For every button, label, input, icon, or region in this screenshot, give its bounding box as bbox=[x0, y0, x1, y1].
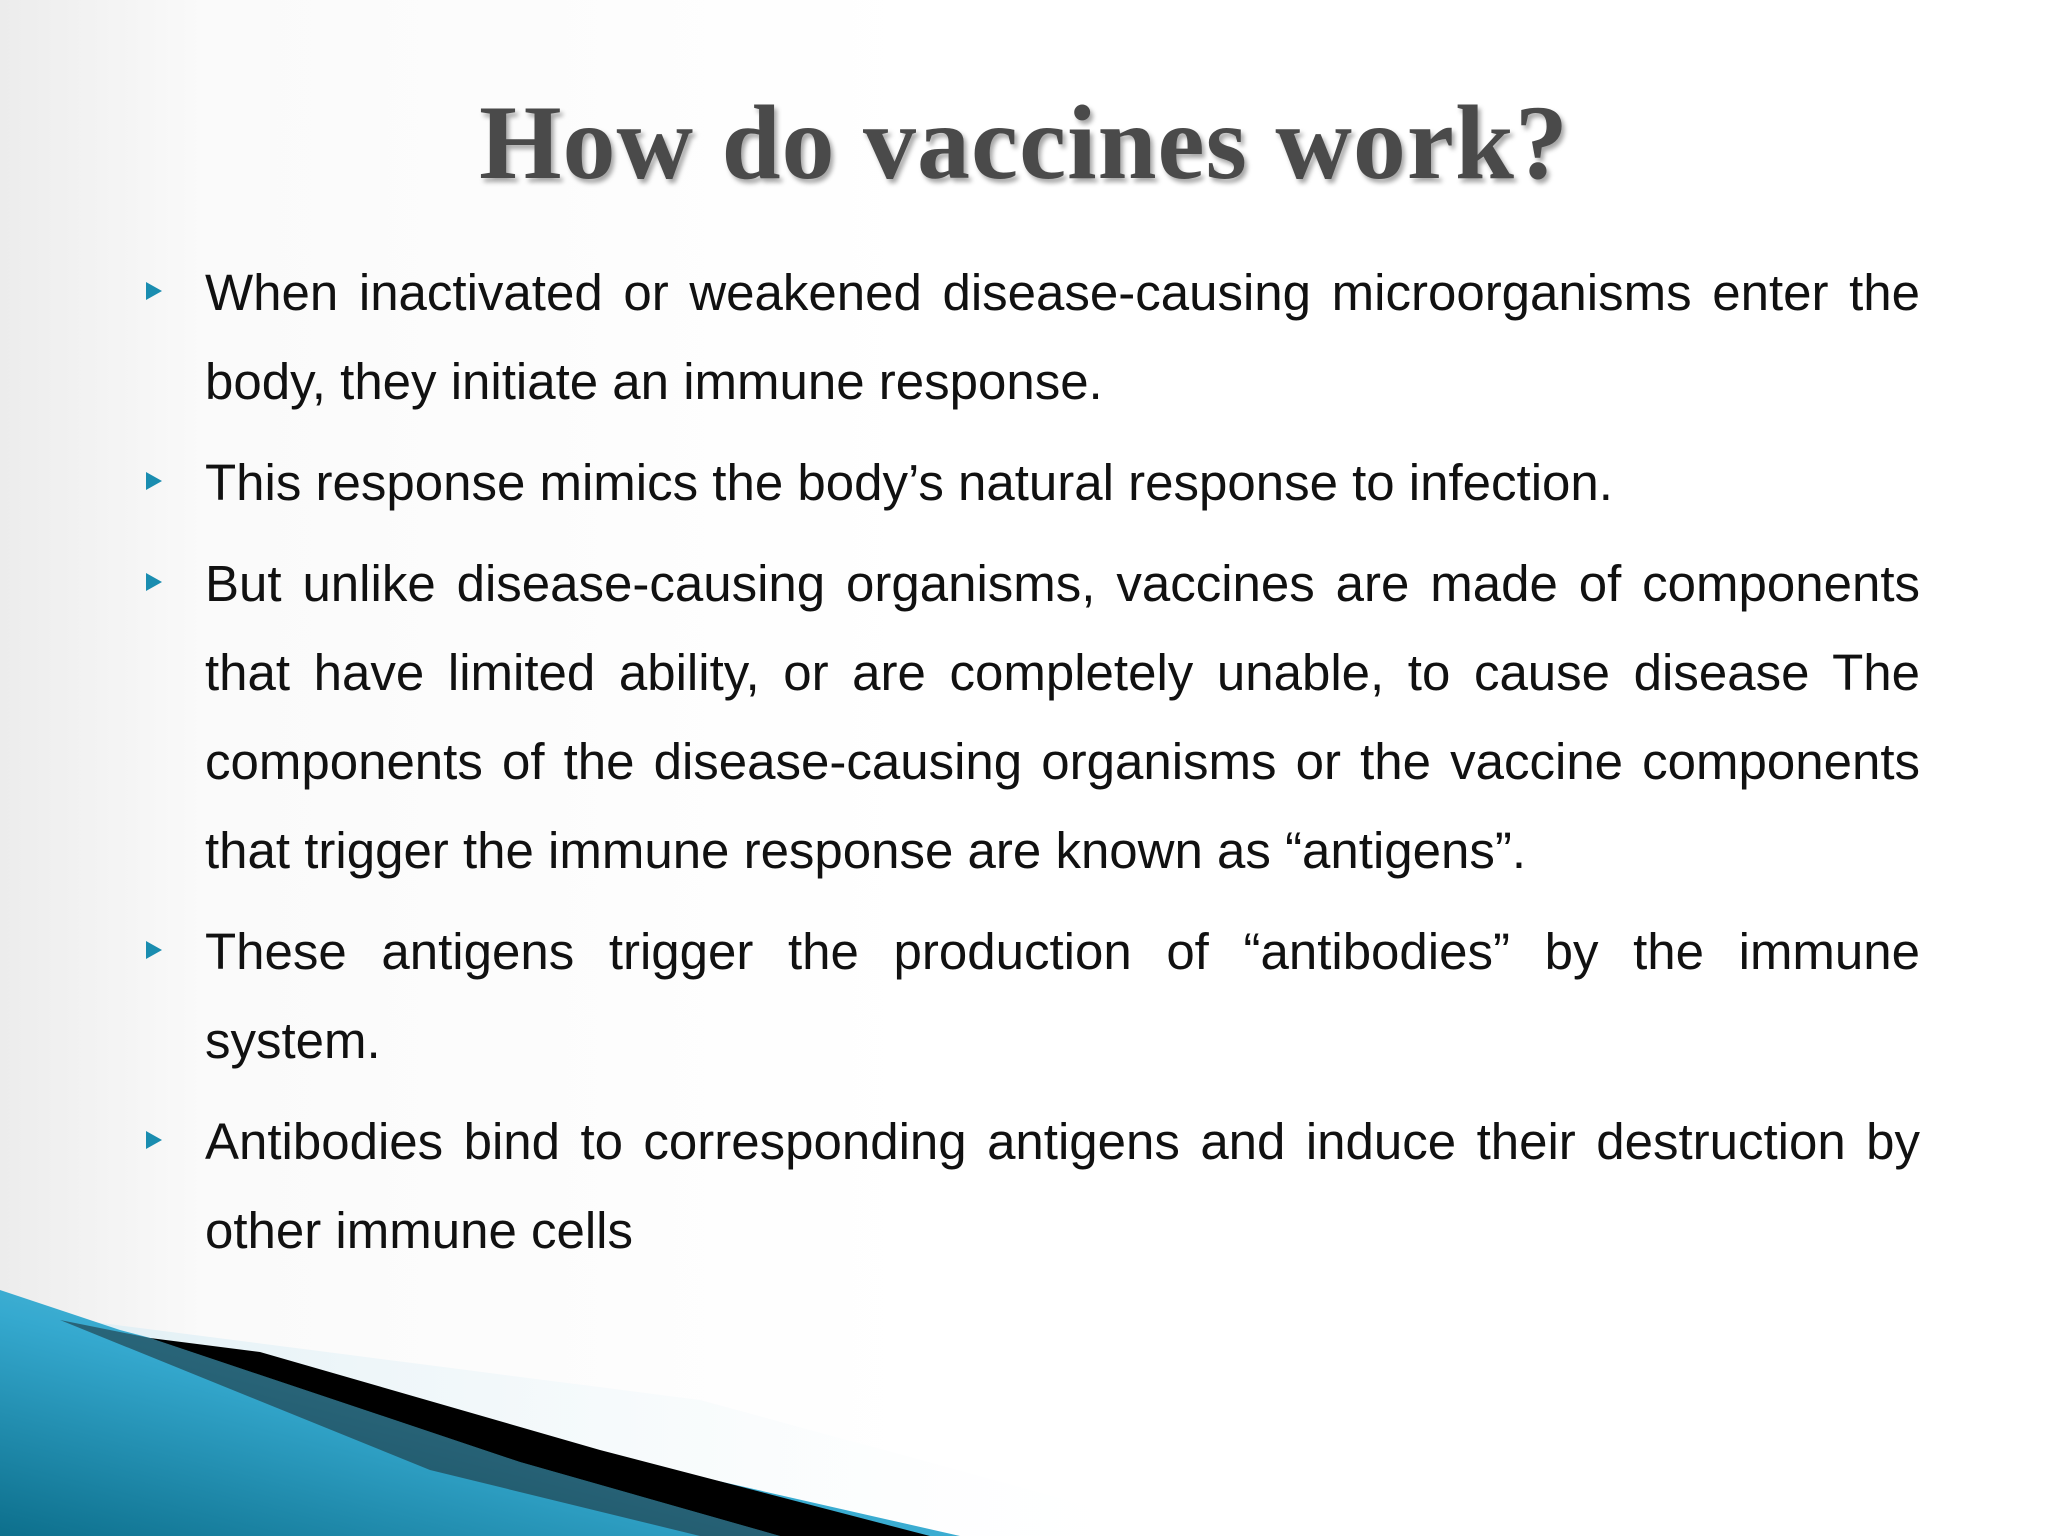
bullet-item bbox=[205, 248, 1920, 426]
bullet-text: Antibodies bind to corresponding antigens and induce their destruction by other immune cells bbox=[205, 1113, 1920, 1259]
slide-title: How do vaccines work? bbox=[479, 84, 1569, 201]
triangle-right-icon bbox=[146, 907, 166, 996]
bullet-text: When inactivated or weakened disease-causing microorganisms enter the body, they initiate an immune response. bbox=[205, 264, 1920, 410]
bullet-text: This response mimics the body’s natural response to infection. bbox=[205, 454, 1613, 511]
triangle-right-icon bbox=[146, 438, 166, 527]
triangle-right-icon bbox=[146, 1097, 166, 1186]
bullet-text: These antigens trigger the production of “antibodies” by the immune system. bbox=[205, 923, 1920, 1069]
bullet-item bbox=[205, 1097, 1920, 1275]
triangle-right-icon bbox=[146, 539, 166, 628]
triangle-right-icon bbox=[146, 248, 166, 337]
bullet-item bbox=[205, 438, 1920, 527]
bullet-text: But unlike disease-causing organisms, vaccines are made of components that have limited ability, or are completely unable, to cause disease The components of the disease-causing organisms or the vaccine components that trigger the immune response are known as “antigens”. bbox=[205, 555, 1920, 879]
bullet-list bbox=[205, 248, 1920, 1287]
bullet-item bbox=[205, 539, 1920, 895]
bullet-item bbox=[205, 907, 1920, 1085]
